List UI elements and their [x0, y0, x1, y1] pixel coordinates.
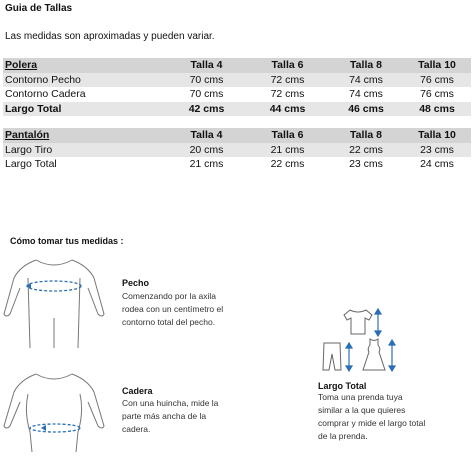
dress-icon — [360, 337, 396, 375]
row-label: Largo Total — [5, 158, 57, 171]
largo-line: similar a la que quieres — [318, 405, 406, 415]
header-cell: Talla 6 — [271, 129, 304, 142]
row-label: Contorno Cadera — [5, 88, 86, 101]
row-label: Contorno Pecho — [3, 73, 167, 88]
table-cell: 76 cms — [403, 73, 471, 88]
table-cell: 21 cms — [246, 143, 329, 158]
pecho-line: rodea con un centímetro el — [122, 304, 224, 314]
table-row — [3, 87, 471, 102]
header-cell: Talla 8 — [350, 59, 382, 72]
table-cell: 21 cms — [189, 158, 224, 171]
header-cell: Talla 4 — [190, 129, 223, 142]
pecho-title: Pecho — [122, 278, 150, 288]
pecho-line: contorno total del pecho. — [122, 317, 216, 327]
cadera-line: Con una huincha, mide la — [122, 398, 219, 408]
header-cell: Polera — [5, 59, 38, 72]
table-cell: 70 cms — [189, 88, 224, 101]
table-cell: 70 cms — [167, 73, 246, 88]
header-cell: Talla 6 — [271, 59, 304, 72]
table-cell: 48 cms — [403, 102, 471, 117]
table-header-row — [3, 128, 471, 143]
table-cell: 76 cms — [420, 88, 454, 101]
table-cell: 72 cms — [270, 88, 305, 101]
header-cell: Talla 10 — [418, 129, 456, 142]
cadera-line: parte más ancha de la — [122, 411, 207, 421]
cadera-title: Cadera — [122, 386, 153, 396]
page-title: Guia de Tallas — [5, 3, 73, 14]
table-cell: 23 cms — [349, 158, 383, 171]
table-row — [3, 73, 471, 88]
table-row — [3, 143, 471, 158]
header-cell: Talla 10 — [418, 59, 456, 72]
table-header-row — [3, 58, 471, 73]
row-label: Largo Tiro — [3, 143, 167, 158]
table-cell: 24 cms — [420, 158, 454, 171]
tshirt-icon — [340, 307, 382, 337]
polera-size-table — [3, 58, 471, 116]
how-to-measure-title: Cómo tomar tus medidas : — [10, 236, 124, 246]
body-chest-figure-icon — [2, 258, 110, 348]
table-cell: 74 cms — [329, 73, 403, 88]
page-subtitle: Las medidas son aproximadas y pueden variar. — [5, 31, 215, 42]
table-cell: 46 cms — [329, 102, 403, 117]
pants-icon — [320, 341, 356, 373]
cadera-line: cadera. — [122, 424, 151, 434]
pecho-line: Comenzando por la axila — [122, 291, 217, 301]
table-cell: 22 cms — [270, 158, 305, 171]
largo-title: Largo Total — [318, 381, 367, 391]
body-hip-figure-icon — [2, 372, 110, 452]
row-label: Largo Total — [3, 102, 167, 117]
header-cell: Talla 4 — [190, 59, 223, 72]
table-cell: 72 cms — [246, 73, 329, 88]
table-cell: 44 cms — [246, 102, 329, 117]
table-row — [3, 102, 471, 117]
largo-line: comprar y mide el largo total — [318, 418, 426, 428]
table-row — [3, 157, 471, 172]
pecho-description — [122, 290, 223, 329]
header-cell: Pantalón — [5, 129, 50, 142]
cadera-description — [122, 397, 218, 436]
pantalon-size-table — [3, 128, 471, 172]
table-cell: 42 cms — [167, 102, 246, 117]
largo-description — [318, 391, 425, 443]
table-cell: 22 cms — [329, 143, 403, 158]
table-cell: 23 cms — [403, 143, 471, 158]
header-cell: Talla 8 — [350, 129, 382, 142]
table-cell: 20 cms — [167, 143, 246, 158]
largo-line: Toma una prenda tuya — [318, 392, 403, 402]
largo-line: de la prenda. — [318, 431, 368, 441]
table-cell: 74 cms — [349, 88, 383, 101]
